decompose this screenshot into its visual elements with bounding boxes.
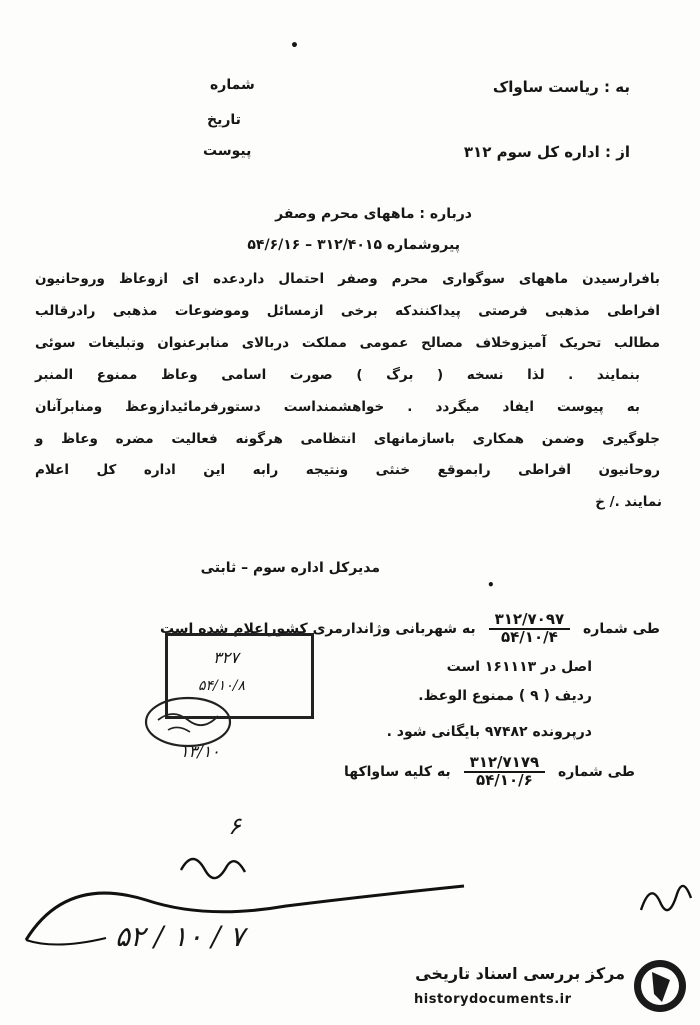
archive-logo-icon xyxy=(632,958,688,1014)
bottom-handwritten-numbers: ۵۲ / ۱۰ / ۷ xyxy=(115,920,245,953)
number-label: شماره xyxy=(210,77,255,93)
body-line-6: جلوگیری وضمن همکاری باسازمانهای انتظامی هرگونه فعالیت مضره وعاظ و xyxy=(35,431,660,447)
reference-line: پیروشماره ۳۱۲/۴۰۱۵ – ۵۴/۶/۱۶ xyxy=(247,237,460,253)
routing-note-1-prefix: طی شماره xyxy=(583,620,660,637)
fraction-denominator: ۵۴/۱۰/۶ xyxy=(476,770,533,789)
row-note: ردیف ( ۹ ) ممنوع الوعظ. xyxy=(418,688,592,704)
addressee-line: به : ریاست ساواک xyxy=(492,78,630,96)
stamp-number: ۳۲۷ xyxy=(213,648,239,667)
body-line-8: نمایند ./ خ xyxy=(595,494,662,510)
routing-note-2-suffix: به کلیه ساواکها xyxy=(343,763,451,780)
body-line-7: روحانیون افراطی رابموقع خنثی ونتیجه رابه این اداره کل اعلام xyxy=(35,462,660,478)
date-label: تاریخ xyxy=(207,112,241,128)
body-line-1: بافرارسیدن ماههای سوگواری محرم وصفر احتمال داردعده ای ازوعاظ وروحانیون xyxy=(35,271,660,287)
fraction-denominator: ۵۴/۱۰/۴ xyxy=(501,627,558,646)
sender-line: از : اداره کل سوم ۳۱۲ xyxy=(463,143,630,161)
signature-sweep-stroke xyxy=(22,870,482,960)
top-mark: • xyxy=(290,38,299,54)
archive-title: مرکز بررسی اسناد تاریخی xyxy=(415,964,625,983)
handwritten-initial: ۶ xyxy=(228,812,241,840)
archive-url: historydocuments.ir xyxy=(414,992,572,1007)
body-line-3: مطالب تحریک آمیزوخلاف مصالح عمومی مملکت دربالای منابرعنوان وتبلیغات سوئی xyxy=(35,335,660,351)
routing-note-2-fraction xyxy=(464,755,546,789)
stamp-date: ۵۴/۱۰/۸ xyxy=(198,678,246,694)
right-signature-mark xyxy=(636,870,696,920)
routing-note-2 xyxy=(344,755,635,789)
body-line-2: افراطی مذهبی فرصتی پیداکنندکه برخی ازمسائل وموضوعات مذهبی رادرقالب xyxy=(35,303,660,319)
body-line-5: به پیوست ایفاد میگردد . خواهشمنداست دستورفرمائیدازوعظ ومنابرآنان xyxy=(35,399,640,415)
body-line-4: بنمایند . لذا نسخه ( برگ ) صورت اسامی وعاظ ممنوع المنبر xyxy=(35,367,640,383)
routing-note-2-prefix: طی شماره xyxy=(558,763,635,780)
attachment-label: پیوست xyxy=(203,143,252,159)
signature-line: مدیرکل اداره سوم – ثابتی xyxy=(200,560,380,576)
subject-line: درباره : ماههای محرم وصفر xyxy=(275,206,472,222)
original-location-note: اصل در ۱۶۱۱۱۳ است xyxy=(446,659,592,675)
fraction-numerator: ۳۱۲/۷۱۷۹ xyxy=(464,755,546,773)
routing-note-1-suffix: به شهربانی وژاندارمری کشوراعلام شده است xyxy=(159,620,476,637)
fraction-numerator: ۳۱۲/۷۰۹۷ xyxy=(489,612,571,630)
routing-note-1-fraction xyxy=(489,612,571,646)
file-note: درپرونده ۹۷۴۸۲ بایگانی شود . xyxy=(386,724,592,740)
mid-mark: • xyxy=(487,578,495,592)
margin-date: ۱۳/۱۰ xyxy=(180,742,220,761)
